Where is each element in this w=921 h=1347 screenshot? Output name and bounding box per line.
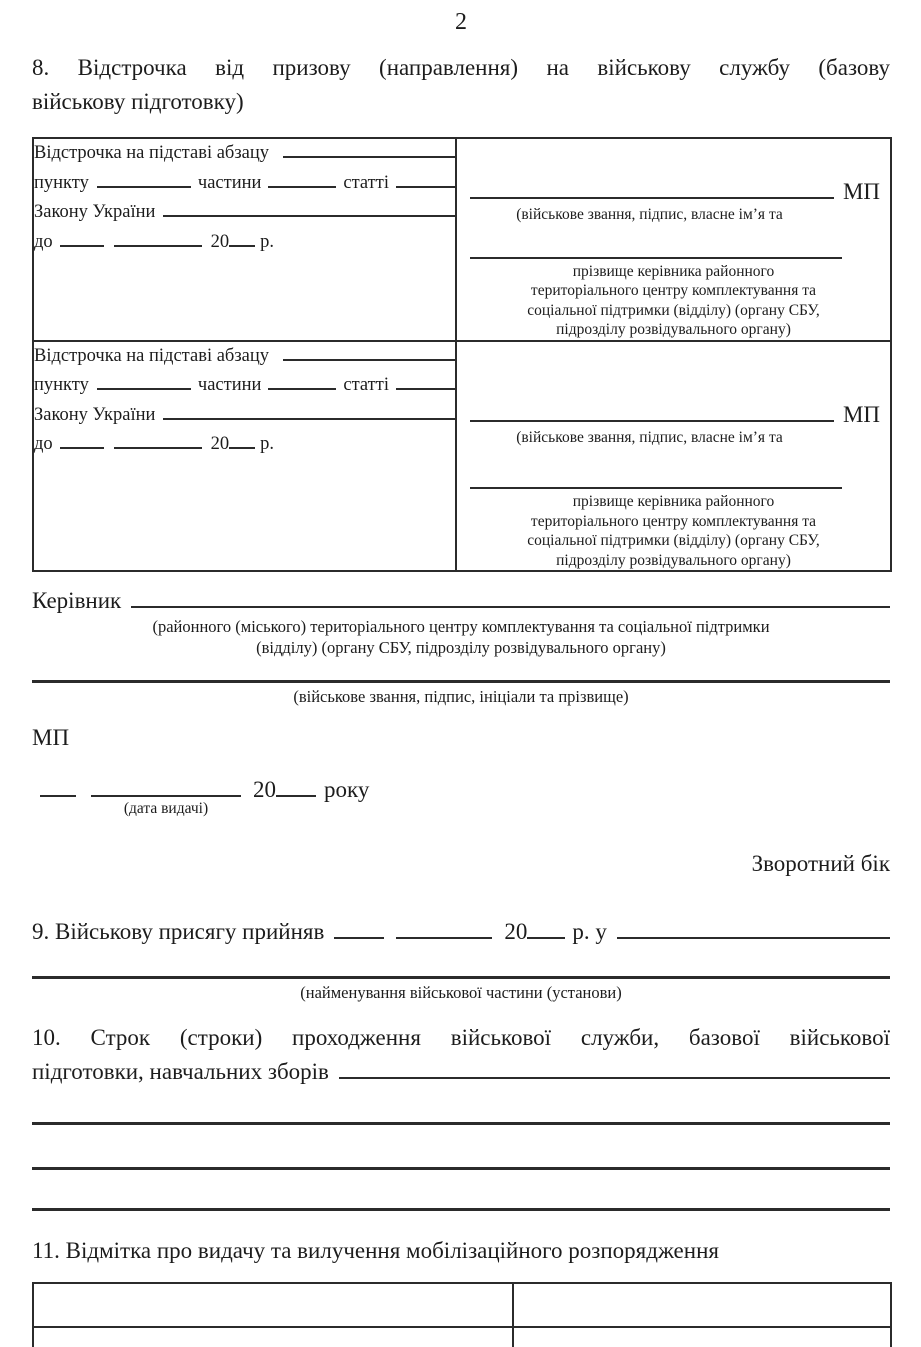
year-prefix: 20: [210, 434, 230, 454]
service-term-blank: [339, 1059, 890, 1079]
issue-year-blank: [276, 780, 316, 797]
seal-placeholder: МП: [842, 401, 880, 427]
kerivnyk-label: Керівник: [32, 588, 122, 613]
head-caption-line: підрозділу розвідувального органу): [556, 321, 791, 338]
issue-date-caption: (дата видачі): [123, 800, 209, 817]
kerivnyk-signature-rule: [32, 680, 890, 683]
head-caption: [457, 262, 890, 340]
day-blank: [60, 230, 104, 247]
head-caption-line: прізвище керівника районного: [572, 262, 775, 280]
chastyny-label: частини: [197, 172, 262, 193]
deferment-row-2: [33, 341, 891, 572]
oath-year-prefix: 20: [504, 918, 528, 944]
service-term-rule-3: [32, 1208, 890, 1211]
head-caption-line: соціальної підтримки (відділу) (органу СБУ,: [527, 532, 820, 549]
r-label: р.: [260, 434, 275, 454]
year-blank: [229, 432, 255, 449]
do-label: до: [34, 231, 53, 252]
year-blank: [229, 230, 255, 247]
punkt-label: пункту: [34, 172, 89, 193]
kerivnyk-org-caption-line2: (відділу) (органу СБУ, підрозділу розвідувального органу): [256, 638, 666, 657]
deferment-line-punkt: [34, 169, 455, 199]
deferment-line-zakon: [34, 198, 455, 228]
punkt-blank: [97, 171, 191, 188]
head-caption: [457, 492, 890, 570]
unit-name-caption: (найменування військової частини (установи): [300, 982, 622, 1002]
punkt-label: пункту: [34, 375, 89, 395]
zakon-label: Закону України: [34, 404, 156, 425]
chastyny-blank: [268, 373, 336, 390]
service-term-rule-1: [32, 1122, 890, 1125]
issuance-cell: [513, 1283, 891, 1327]
head-caption-line: соціальної підтримки (відділу) (органу СБУ,: [527, 301, 820, 319]
deferment-line-abzats: [34, 342, 455, 372]
year-prefix: 20: [210, 231, 230, 252]
issuance-table-row: [33, 1327, 891, 1347]
deferment-signature-cell-1: [456, 138, 891, 341]
chastyny-blank: [268, 171, 336, 188]
abzats-blank: [283, 141, 455, 158]
signature-blank: [470, 400, 834, 422]
head-caption-line: територіального центру комплектування та: [530, 282, 817, 299]
section11-heading: 11. Відмітка про видачу та вилучення мобілізаційного розпорядження: [32, 1237, 719, 1263]
statti-label: статті: [343, 375, 389, 395]
oath-unit-blank: [617, 922, 890, 939]
surname-blank: [470, 472, 842, 489]
section10-heading-line2-row: [32, 1055, 890, 1089]
section10-heading-line1: 10. Строк (строки) проходження військової служби, базової військової: [32, 1024, 890, 1050]
seal-placeholder: МП: [842, 179, 880, 204]
reverse-side-label: Зворотний бік: [751, 850, 890, 876]
statti-blank: [396, 171, 455, 188]
signature-line-row: [457, 177, 890, 203]
issue-month-blank: [91, 780, 241, 797]
deferment-table: [32, 137, 892, 572]
zakon-blank: [163, 403, 455, 420]
unit-name-rule: [32, 976, 890, 979]
surname-blank: [470, 242, 842, 259]
page-number: 2: [455, 9, 467, 35]
r-label: р.: [260, 231, 275, 252]
deferment-details-cell-2: [33, 341, 456, 572]
abzats-label: Відстрочка на підставі абзацу: [34, 143, 269, 163]
issue-year-prefix: 20: [253, 777, 276, 802]
statti-blank: [396, 373, 455, 390]
deferment-line-date: [34, 228, 455, 258]
signature-caption: (військове звання, підпис, власне ім’я та: [516, 428, 783, 446]
kerivnyk-blank: [131, 588, 890, 608]
issuance-table: [32, 1282, 892, 1347]
signature-blank: [470, 177, 834, 199]
chastyny-label: частини: [197, 375, 262, 395]
signature-line-row: [457, 400, 890, 426]
deferment-line-abzats: [34, 139, 455, 169]
section8-heading-line2: військову підготовку): [32, 89, 244, 114]
deferment-signature-cell-2: [456, 341, 891, 572]
deferment-details-cell-1: [33, 138, 456, 341]
section8-heading-line1: 8. Відстрочка від призову (направлення) на військову службу (базову: [32, 55, 890, 80]
issuance-cell: [33, 1283, 513, 1327]
issue-month-stack: [91, 780, 241, 819]
head-caption-line: прізвище керівника районного: [572, 493, 775, 510]
head-caption-line: територіального центру комплектування та: [530, 512, 817, 530]
deferment-line-zakon: [34, 401, 455, 431]
signature-caption: (військове звання, підпис, власне ім’я та: [516, 206, 783, 223]
issuance-cell: [513, 1327, 891, 1347]
do-label: до: [34, 434, 53, 454]
kerivnyk-org-caption-line1: (районного (міського) територіального центру комплектування та соціальної підтримки: [152, 617, 770, 636]
issue-year-word: року: [324, 777, 370, 802]
service-term-rule-2: [32, 1167, 890, 1170]
issuance-cell: [33, 1327, 513, 1347]
section9-label: 9. Військову присягу прийняв: [32, 918, 325, 944]
head-caption-line: підрозділу розвідувального органу): [556, 551, 791, 569]
month-blank: [114, 432, 202, 449]
zakon-label: Закону України: [34, 202, 156, 222]
kerivnyk-row: [32, 588, 890, 614]
day-blank: [60, 432, 104, 449]
section10-heading-line2: підготовки, навчальних зборів: [32, 1058, 329, 1084]
abzats-label: Відстрочка на підставі абзацу: [34, 345, 269, 366]
issue-date-row: [40, 777, 890, 819]
abzats-blank: [283, 344, 455, 361]
oath-month-blank: [396, 922, 492, 939]
seal-placeholder: МП: [32, 725, 70, 750]
punkt-blank: [97, 373, 191, 390]
oath-day-blank: [334, 922, 384, 939]
oath-suffix-label: р. у: [572, 918, 607, 944]
issuance-table-row: [33, 1283, 891, 1327]
deferment-line-date: [34, 430, 455, 460]
oath-year-blank: [527, 922, 565, 939]
kerivnyk-signature-caption: (військове звання, підпис, ініціали та прізвище): [293, 687, 629, 706]
statti-label: статті: [343, 172, 389, 193]
deferment-line-punkt: [34, 371, 455, 401]
month-blank: [114, 230, 202, 247]
issue-day-blank: [40, 780, 76, 797]
zakon-blank: [163, 200, 455, 217]
deferment-row-1: [33, 138, 891, 341]
section9-row: [32, 919, 890, 945]
